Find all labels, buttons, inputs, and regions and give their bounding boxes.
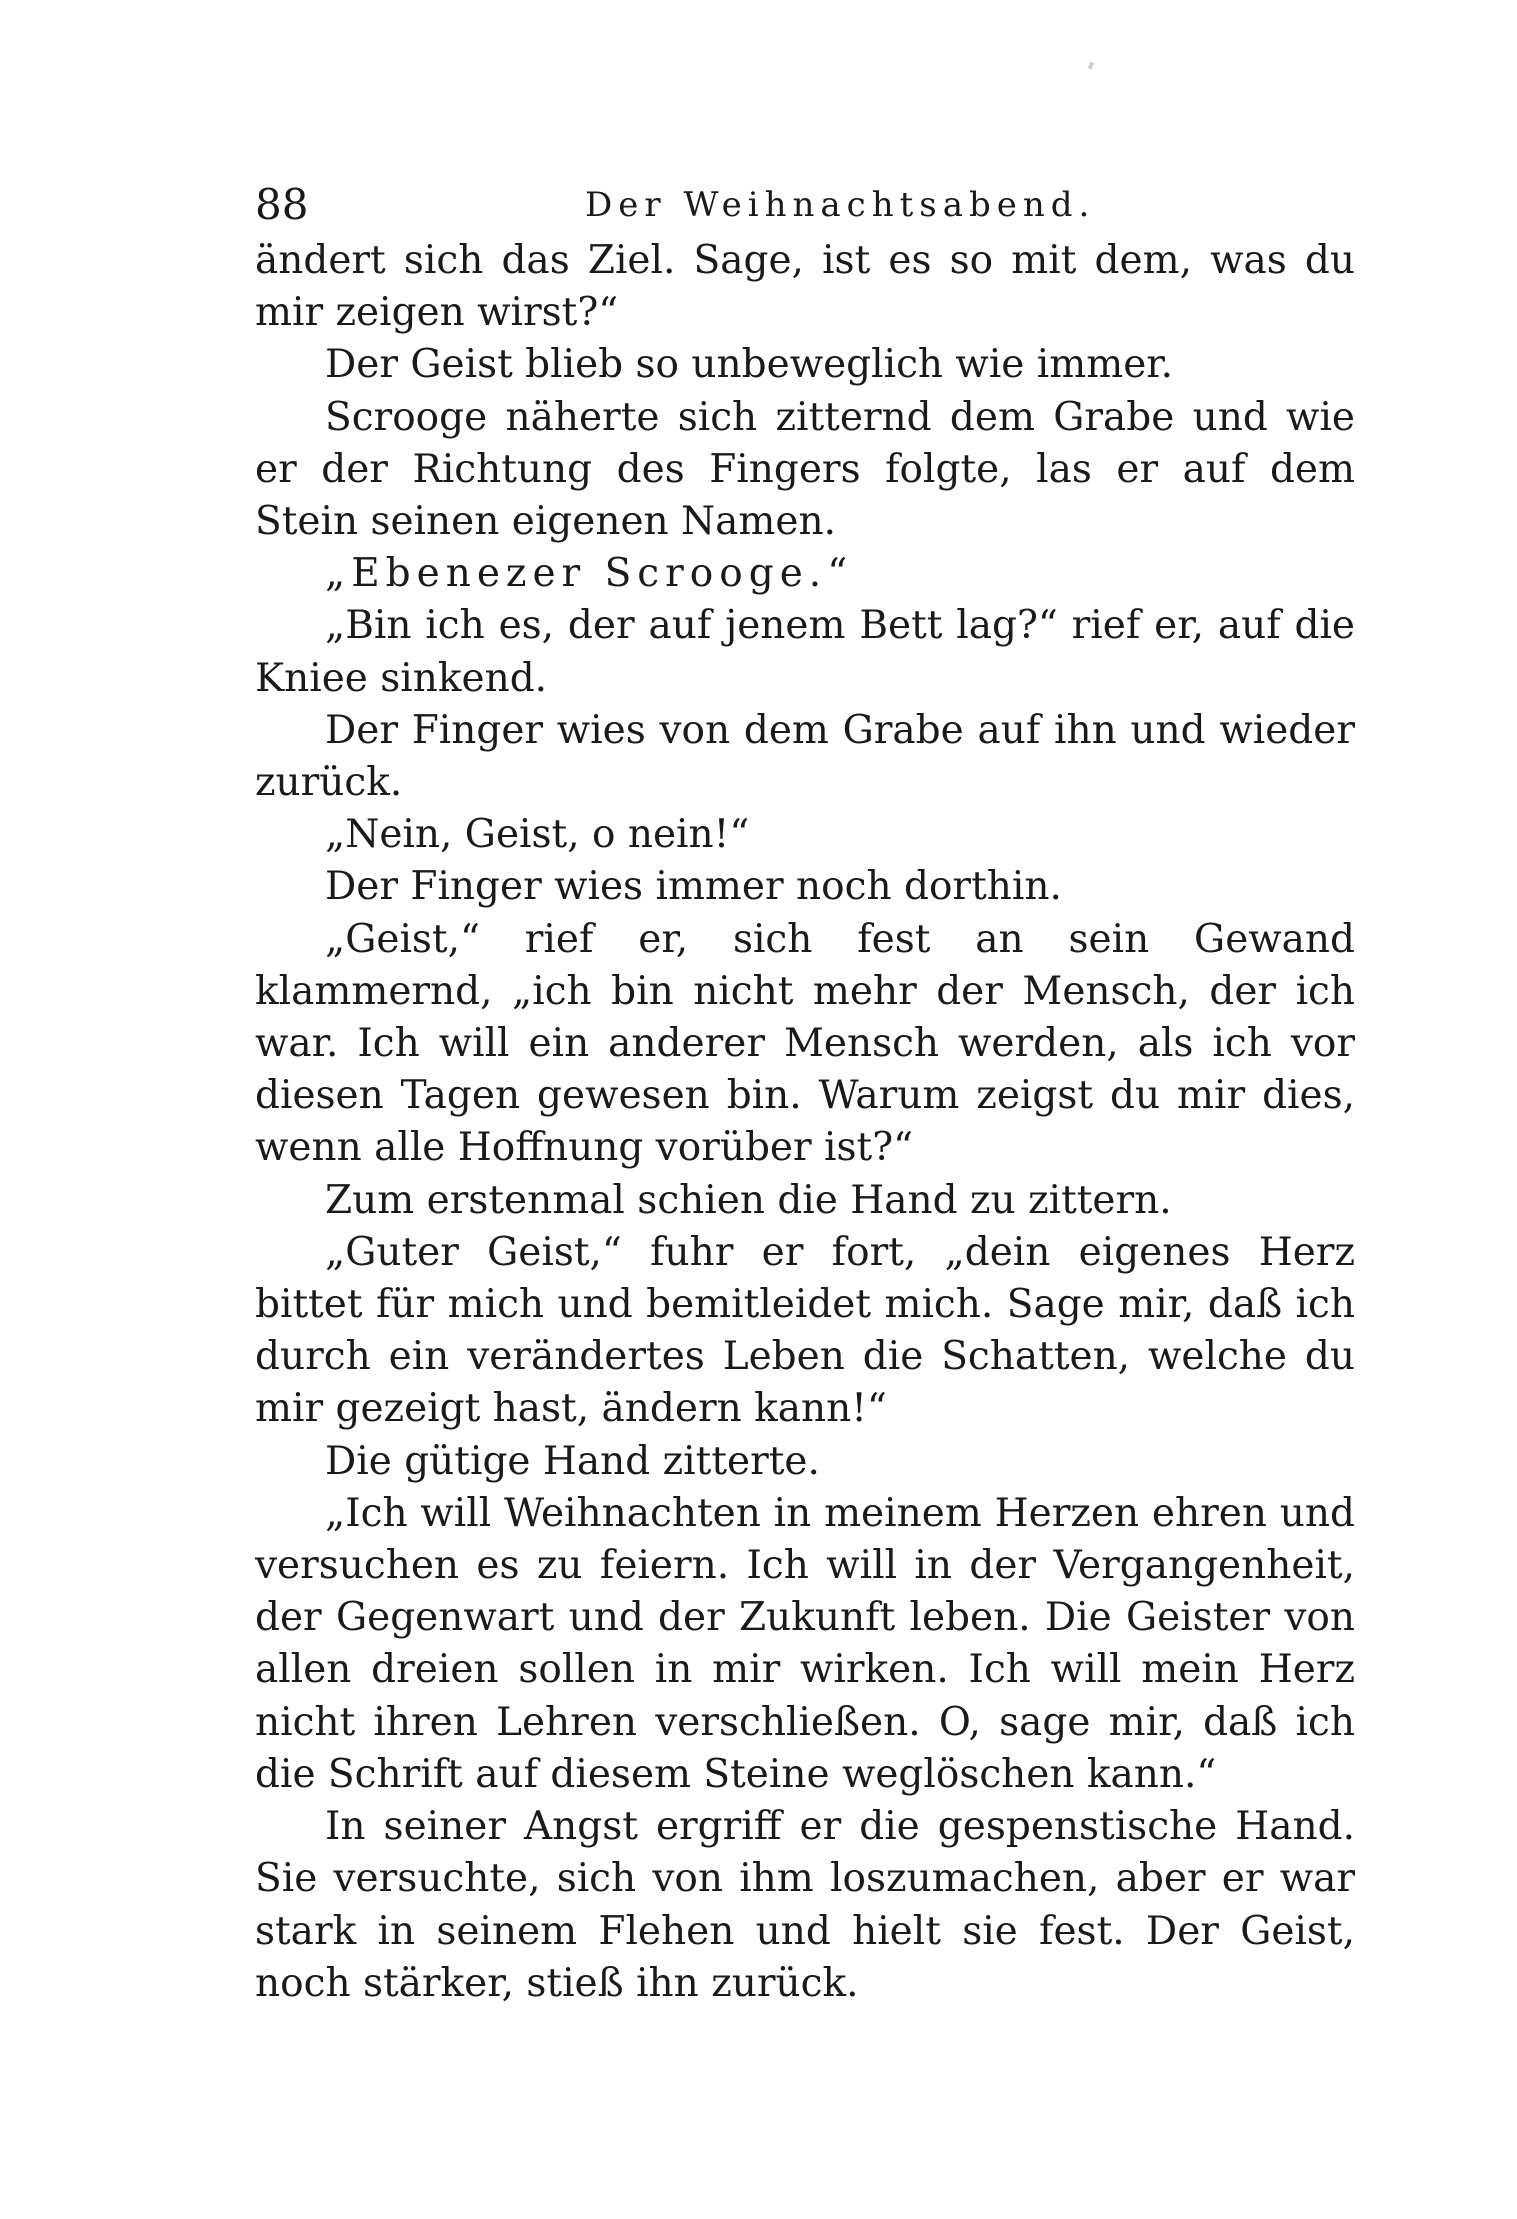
paragraph: Zum erstenmal schien die Hand zu zittern. [325, 1177, 1172, 1223]
paragraph: Scrooge näherte sich zitternd dem Grabe und wie er der Richtung des Fingers folgte, las er auf dem Stein seinen eigenen Namen. [255, 394, 1355, 545]
paragraph-continuation: ändert sich das Ziel. Sage, ist es so mit dem, was du mir zeigen wirst?“ [255, 238, 1355, 336]
paragraph: „Guter Geist,“ fuhr er fort, „dein eigenes Herz bittet für mich und bemitleidet mich. Sage mir, daß ich durch ein verändertes Leben die Schatten, welche du mir gezeigt hast, ändern kann!“ [255, 1229, 1355, 1432]
paragraph: Die gütige Hand zitterte. [325, 1438, 820, 1484]
paragraph-name: „Ebenezer Scrooge.“ [325, 551, 854, 597]
paragraph: „Geist,“ rief er, sich fest an sein Gewand klammernd, „ich bin nicht mehr der Mensch, der ich war. Ich will ein anderer Mensch werden, als ich vor diesen Tagen gewesen bin. Warum zeigst du mir dies, wenn alle Hoffnung vorüber ist?“ [255, 916, 1355, 1171]
page-number: 88 [255, 180, 309, 229]
page-header [255, 175, 1355, 235]
paragraph: „Nein, Geist, o nein!“ [325, 812, 750, 858]
paper-speck [1088, 61, 1095, 69]
paragraph: Der Finger wies von dem Grabe auf ihn und wieder zurück. [255, 707, 1355, 806]
running-title: Der Weihnachtsabend. [585, 185, 1096, 225]
paragraph: „Ich will Weihnachten in meinem Herzen ehren und versuchen es zu feiern. Ich will in der Vergangenheit, der Gegenwart und der Zukunft leben. Die Geister von allen dreien sollen in mir wirken. Ich will mein Herz nicht ihren Lehren verschließen. O, sage mir, daß ich die Schrift auf diesem Steine weglöschen kann.“ [255, 1490, 1355, 1797]
paragraph: In seiner Angst ergriff er die gespenstische Hand. Sie versuchte, sich von ihm loszumachen, aber er war stark in seinem Flehen und hielt sie fest. Der Geist, noch stärker, stieß ihn zurück. [255, 1804, 1355, 2006]
paragraph: Der Geist blieb so unbeweglich wie immer. [325, 342, 1174, 388]
book-page [255, 175, 1355, 2010]
paragraph: Der Finger wies immer noch dorthin. [325, 864, 1062, 910]
paragraph: „Bin ich es, der auf jenem Bett lag?“ rief er, auf die Kniee sinkend. [255, 603, 1355, 701]
body-text [255, 235, 1355, 2010]
